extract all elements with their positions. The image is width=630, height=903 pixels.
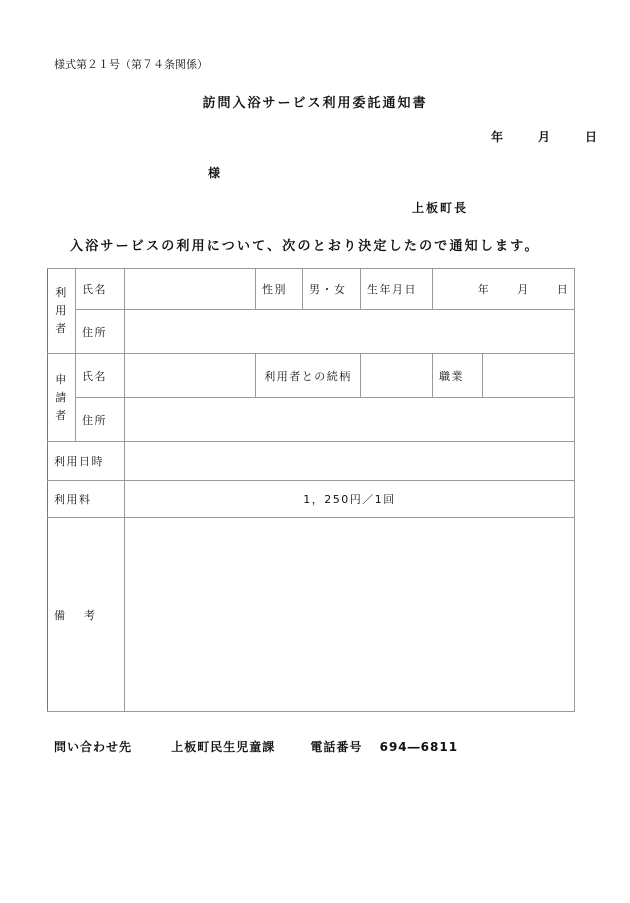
relation-label: 利用者との続柄: [256, 354, 361, 398]
birth-month-label: 月: [517, 283, 530, 296]
fee-row: [48, 481, 575, 518]
birth-day-label: 日: [556, 283, 570, 296]
remarks-label: 備 考: [48, 518, 125, 712]
occupation-label: 職業: [433, 354, 483, 398]
birthdate-value[interactable]: [433, 269, 575, 310]
relation-value[interactable]: [361, 354, 433, 398]
phone-number: 694―6811: [379, 740, 459, 754]
date-day-label: 日: [585, 130, 598, 144]
remarks-row: [48, 518, 575, 712]
gender-label: 性別: [256, 269, 303, 310]
user-name-label: 氏名: [76, 269, 125, 310]
document-title: 訪問入浴サービス利用委託通知書: [202, 96, 428, 111]
phone-label: 電話番号: [310, 740, 363, 754]
applicant-section-label: [48, 354, 76, 442]
user-name-value[interactable]: [125, 269, 256, 310]
form-number: 様式第２１号（第７４条関係）: [54, 58, 208, 71]
issuer-name: 上板町長: [412, 201, 469, 215]
addressee-suffix: 様: [208, 166, 221, 180]
applicant-name-label: 氏名: [76, 354, 125, 398]
user-name-row: [48, 269, 575, 310]
use-datetime-label: 利用日時: [48, 442, 125, 481]
birthdate-label: 生年月日: [361, 269, 433, 310]
contact-label: 問い合わせ先: [54, 740, 133, 754]
notification-form-table: [47, 268, 575, 712]
user-section-label: [48, 269, 76, 354]
user-address-label: 住所: [76, 310, 125, 354]
user-address-value[interactable]: [125, 310, 575, 354]
fee-label: 利用料: [48, 481, 125, 518]
applicant-name-row: [48, 354, 575, 398]
birth-year-label: 年: [477, 283, 491, 296]
date-month-label: 月: [538, 130, 551, 144]
user-section-text: 利 用 者: [55, 286, 68, 335]
applicant-name-value[interactable]: [125, 354, 256, 398]
intro-text: 入浴サービスの利用について、次のとおり決定したので通知します。: [70, 239, 540, 254]
applicant-address-value[interactable]: [125, 398, 575, 442]
occupation-value[interactable]: [483, 354, 575, 398]
use-datetime-value[interactable]: [125, 442, 575, 481]
date-year-label: 年: [491, 130, 504, 144]
applicant-section-text: 申 請 者: [55, 372, 68, 422]
contact-line: [54, 738, 458, 755]
remarks-value[interactable]: [125, 518, 575, 712]
use-datetime-row: [48, 442, 575, 481]
gender-value[interactable]: 男・女: [303, 269, 361, 310]
fee-value: 1，250円／1回: [125, 481, 575, 518]
contact-department: 上板町民生児童課: [171, 740, 276, 754]
user-address-row: [48, 310, 575, 354]
applicant-address-row: [48, 398, 575, 442]
applicant-address-label: 住所: [76, 398, 125, 442]
